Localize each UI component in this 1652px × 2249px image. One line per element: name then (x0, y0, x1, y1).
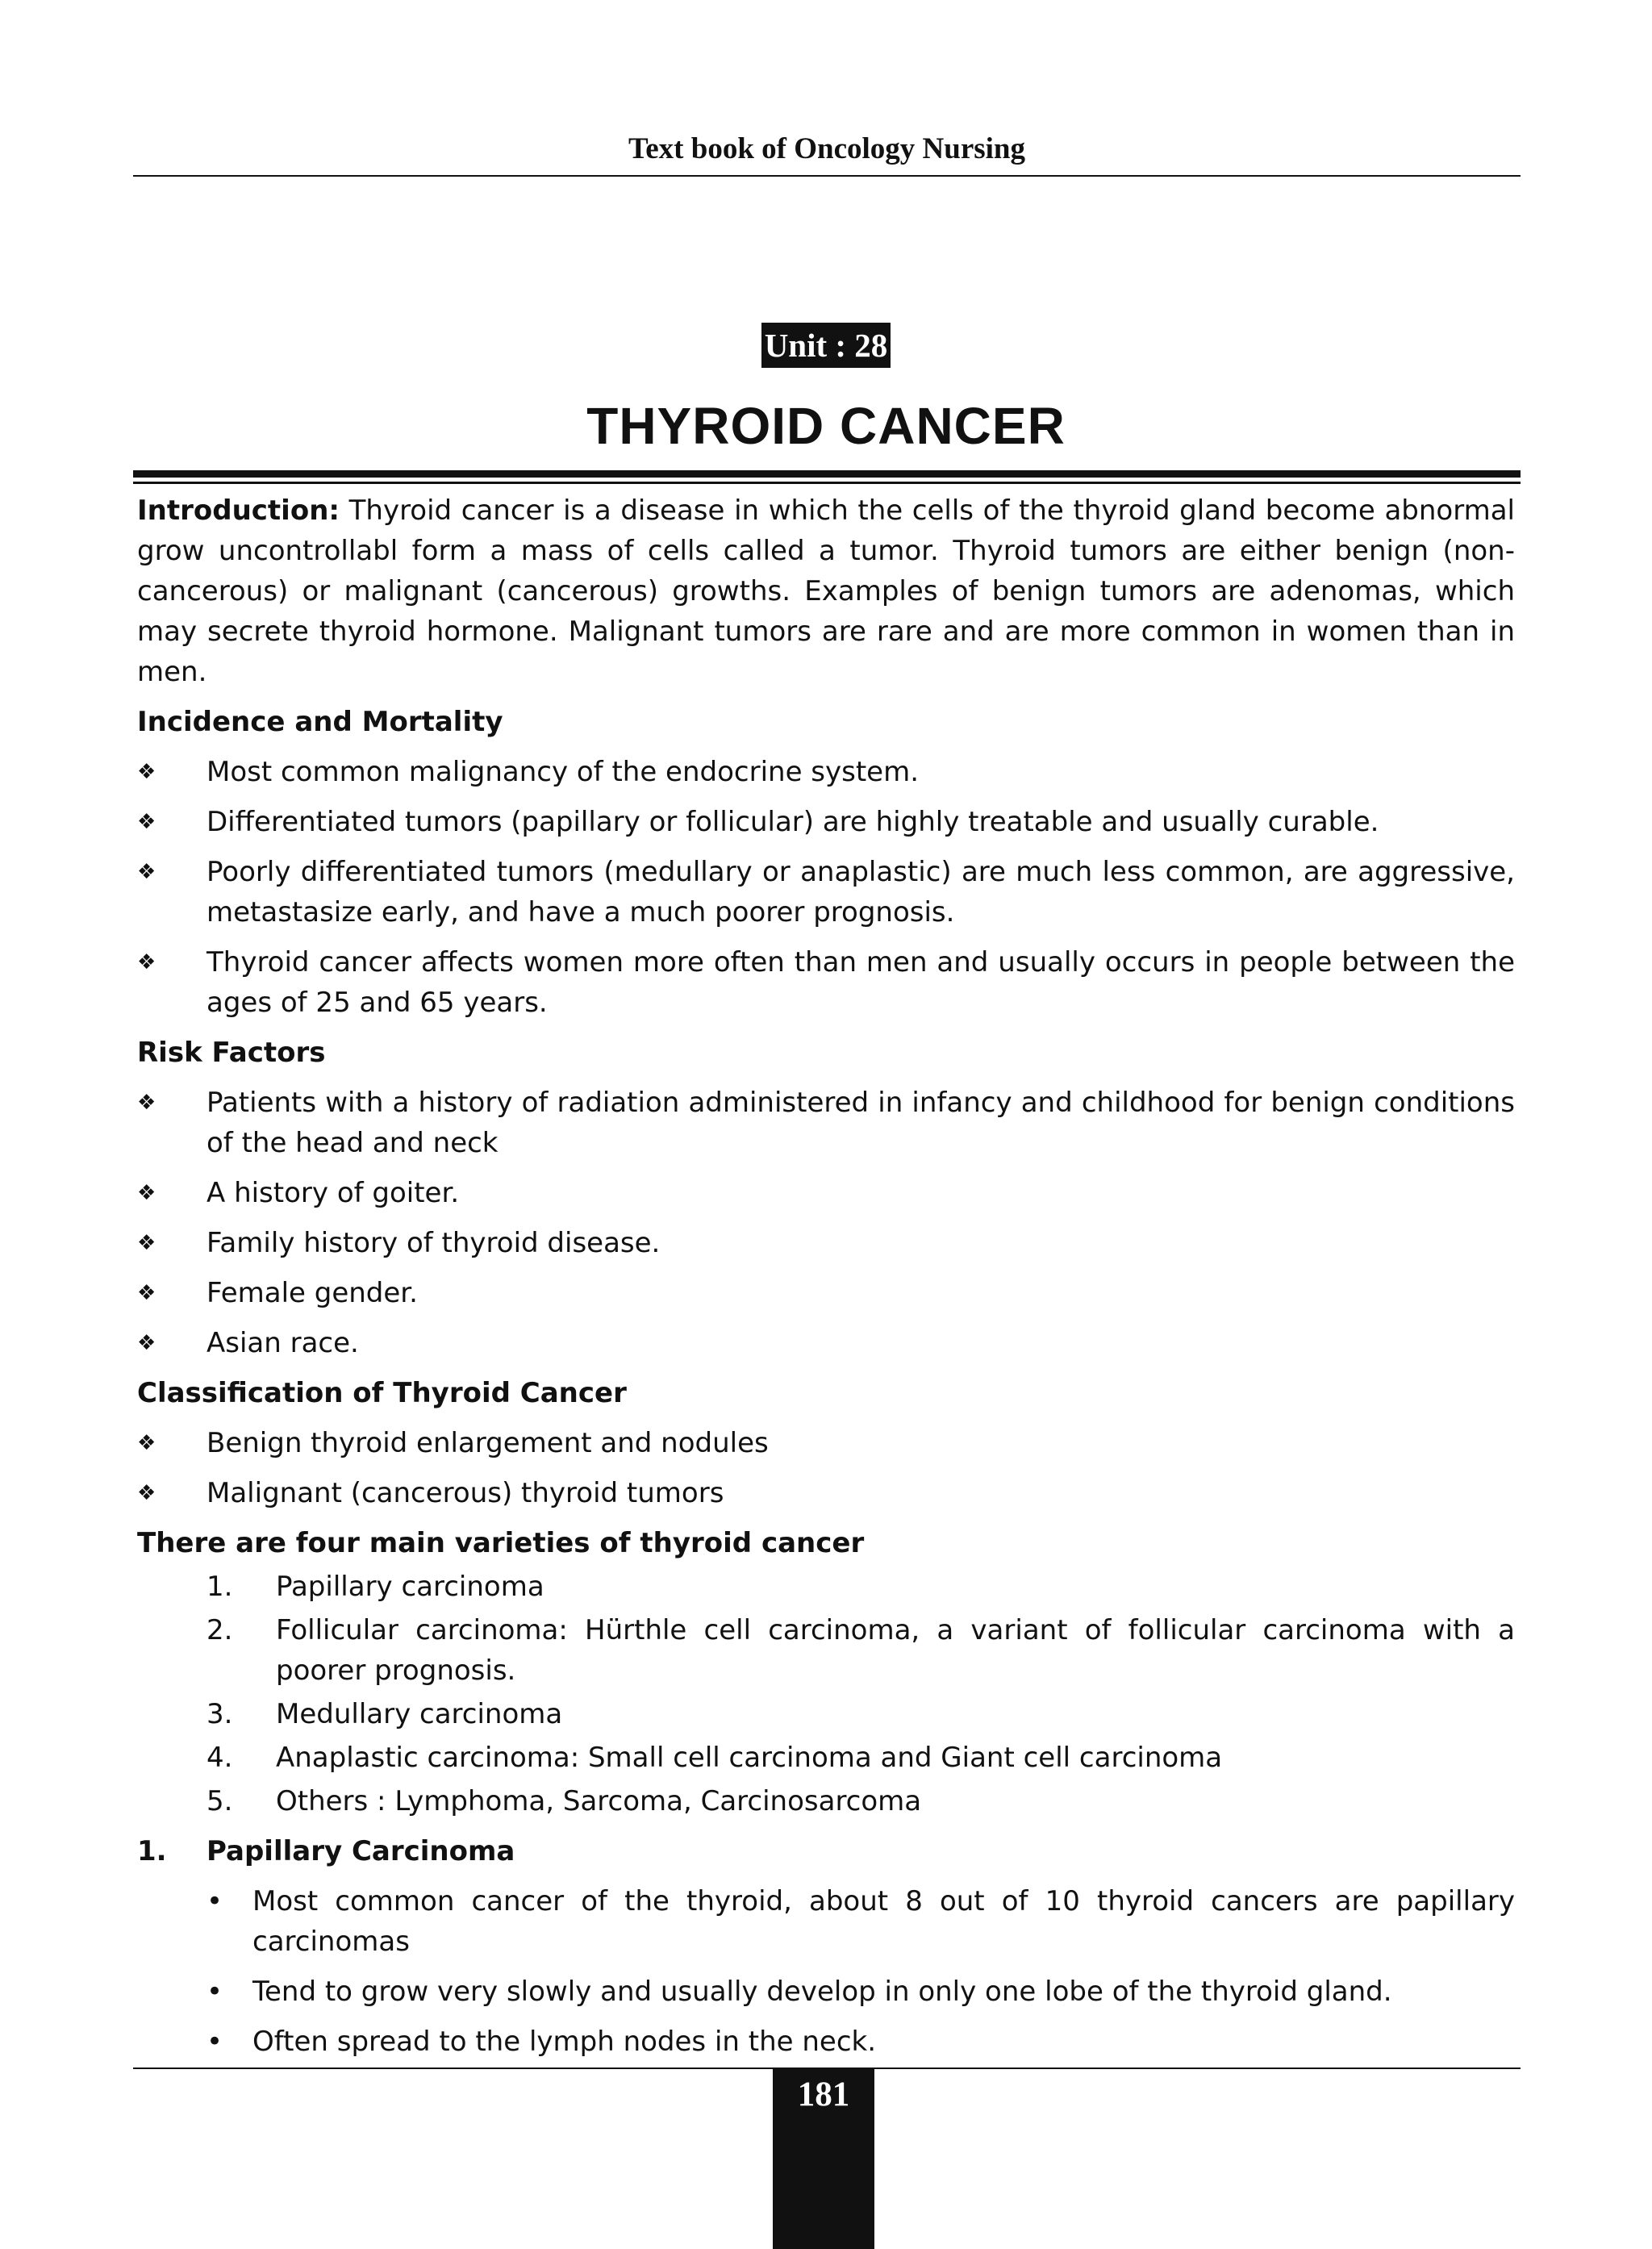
list-item (137, 752, 1515, 792)
list-item-text: Papillary carcinoma (276, 1571, 544, 1603)
list-item-text: Family history of thyroid disease. (206, 1227, 661, 1259)
diamond-bullet-icon: ❖ (137, 1431, 156, 1455)
chapter-title: THYROID CANCER (586, 397, 1066, 455)
list-number: 1. (206, 1571, 233, 1603)
introduction-label: Introduction: (137, 494, 340, 527)
list-item (137, 1610, 1515, 1691)
section-heading-papillary (137, 1831, 1515, 1871)
diamond-bullet-icon: ❖ (137, 1091, 156, 1115)
list-item-text: Follicular carcinoma: Hürthle cell carcinoma, a variant of follicular carcinoma with a poorer prognosis. (276, 1614, 1515, 1687)
diamond-bullet-icon: ❖ (137, 1481, 156, 1505)
classification-list (137, 1423, 1515, 1513)
section-heading-varieties: There are four main varieties of thyroid cancer (137, 1527, 865, 1559)
list-item-text: Differentiated tumors (papillary or follicular) are highly treatable and usually curable. (206, 806, 1379, 838)
introduction-text: Thyroid cancer is a disease in which the cells of the thyroid gland become abnormal grow uncontrollabl form a mass of cells called a tumor. Thyroid tumors are either benign (non-cancerous) or malignant (cancerous) growths. Examples of benign tumors are adenomas, which may secrete thyroid hormone. Malignant tumors are rare and are more common in women than in men. (137, 494, 1515, 688)
title-rule-thin (133, 482, 1521, 484)
list-item-text: Often spread to the lymph nodes in the neck. (252, 2026, 877, 2058)
list-item (137, 852, 1515, 933)
list-item (137, 1223, 1515, 1263)
list-number: 2. (206, 1614, 233, 1646)
section-number: 1. (137, 1835, 167, 1867)
list-item-text: Tend to grow very slowly and usually develop in only one lobe of the thyroid gland. (252, 1976, 1392, 2008)
list-item-text: Patients with a history of radiation administered in infancy and childhood for benign conditions of the head and neck (206, 1087, 1515, 1159)
list-item (137, 1781, 1515, 1821)
list-item (137, 1738, 1515, 1778)
list-item-text: Malignant (cancerous) thyroid tumors (206, 1477, 724, 1509)
dot-bullet-icon: • (206, 2026, 223, 2058)
list-item (137, 1423, 1515, 1463)
diamond-bullet-icon: ❖ (137, 950, 156, 974)
diamond-bullet-icon: ❖ (137, 810, 156, 834)
list-item-text: Poorly differentiated tumors (medullary or anaplastic) are much less common, are aggressive, metastasize early, and have a much poorer prognosis. (206, 856, 1515, 928)
section-heading-text: Papillary Carcinoma (206, 1835, 515, 1867)
list-number: 5. (206, 1785, 233, 1817)
section-heading-incidence: Incidence and Mortality (137, 706, 503, 738)
list-item (137, 1173, 1515, 1213)
diamond-bullet-icon: ❖ (137, 860, 156, 884)
list-item (137, 942, 1515, 1023)
section-heading-classification: Classification of Thyroid Cancer (137, 1377, 627, 1409)
list-item-text: Most common malignancy of the endocrine system. (206, 756, 920, 788)
list-item (137, 1473, 1515, 1513)
unit-label-wrap (0, 323, 1652, 368)
list-item (137, 1694, 1515, 1734)
diamond-bullet-icon: ❖ (137, 1281, 156, 1305)
dot-bullet-icon: • (206, 1976, 223, 2008)
list-item (137, 2022, 1515, 2062)
list-item-text: Benign thyroid enlargement and nodules (206, 1427, 769, 1459)
list-item-text: Thyroid cancer affects women more often than men and usually occurs in people between the ages of 25 and 65 years. (206, 946, 1515, 1019)
list-item (137, 802, 1515, 842)
list-number: 3. (206, 1698, 233, 1730)
list-item-text: A history of goiter. (206, 1177, 460, 1209)
incidence-list (137, 752, 1515, 1023)
list-number: 4. (206, 1742, 233, 1774)
diamond-bullet-icon: ❖ (137, 1231, 156, 1255)
header-rule (133, 175, 1521, 177)
list-item-text: Female gender. (206, 1277, 418, 1309)
list-item (137, 1083, 1515, 1163)
list-item (137, 1323, 1515, 1363)
running-header: Text book of Oncology Nursing (628, 132, 1026, 165)
diamond-bullet-icon: ❖ (137, 1331, 156, 1355)
list-item (137, 1567, 1515, 1607)
list-item-text: Others : Lymphoma, Sarcoma, Carcinosarcoma (276, 1785, 922, 1817)
papillary-list (137, 1881, 1515, 2062)
diamond-bullet-icon: ❖ (137, 1181, 156, 1205)
risk-factors-list (137, 1083, 1515, 1363)
list-item-text: Asian race. (206, 1327, 359, 1359)
list-item-text: Medullary carcinoma (276, 1698, 563, 1730)
dot-bullet-icon: • (206, 1885, 223, 1917)
page-content (137, 490, 1515, 2062)
list-item (137, 1273, 1515, 1313)
list-item-text: Anaplastic carcinoma: Small cell carcinoma and Giant cell carcinoma (276, 1742, 1223, 1774)
section-heading-risk-factors: Risk Factors (137, 1037, 326, 1069)
list-item (137, 1972, 1515, 2012)
diamond-bullet-icon: ❖ (137, 760, 156, 784)
list-item (137, 1881, 1515, 1962)
introduction-paragraph (137, 490, 1515, 692)
varieties-list (137, 1567, 1515, 1821)
list-item-text: Most common cancer of the thyroid, about 8 out of 10 thyroid cancers are papillary carcinomas (252, 1885, 1515, 1958)
title-rule-thick (133, 470, 1521, 478)
unit-label: Unit : 28 (761, 323, 891, 368)
page-number: 181 (773, 2069, 874, 2249)
